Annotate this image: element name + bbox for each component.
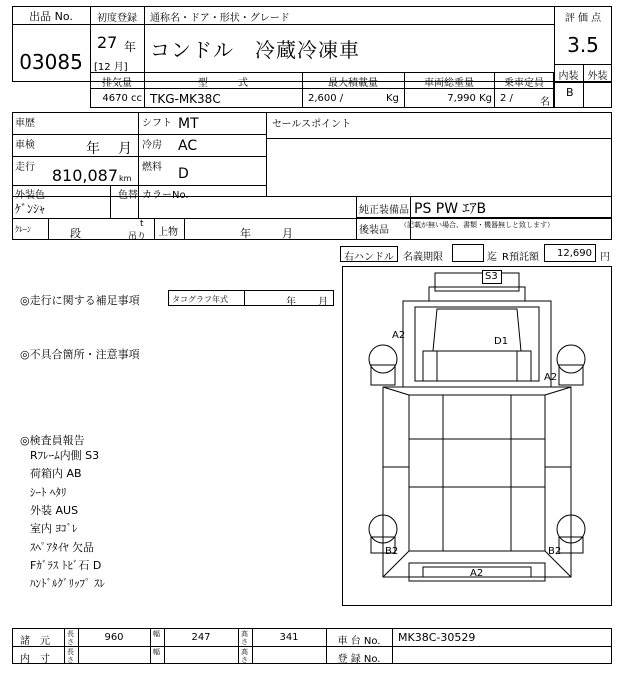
inner-dim-label: 内 寸 [20, 654, 50, 665]
specs-label: 諸 元 [20, 636, 50, 647]
chassis-value: MK38C-30529 [398, 631, 476, 644]
recycle-label: R預託額 [502, 252, 539, 263]
lot-no-label: 出品 No. [29, 10, 73, 23]
gross-weight-label: 車両総重量 [424, 78, 474, 89]
max-load-unit: Kg [386, 93, 399, 104]
inspector-line: 室内 ﾖｺﾞﾚ [30, 522, 78, 535]
first-reg-year-unit: 年 [124, 40, 137, 54]
upper-label: 上物 [158, 227, 178, 238]
inspector-line: ｼｰﾄ ﾍﾀﾘ [30, 486, 67, 499]
color-no-label: カラーNo. [142, 190, 189, 201]
defects-title: ◎不具合箇所・注意事項 [20, 348, 140, 361]
crane-label: ｸﾚｰﾝ [15, 225, 31, 234]
interior-grade: B [566, 86, 574, 99]
tacho-year: 年 [286, 297, 296, 308]
car-name: コンドル 冷蔵冷凍車 [150, 38, 360, 62]
first-reg-year: 27 [97, 33, 118, 52]
damage-mark: B2 [548, 546, 562, 557]
first-reg-label: 初度登録 [97, 13, 137, 24]
capacity-label: 乗車定員 [504, 78, 544, 89]
inspector-title: ◎検査員報告 [20, 434, 85, 447]
right-handle: 右ハンドル [344, 252, 394, 263]
height-value: 341 [279, 632, 299, 643]
fuel-value: D [178, 166, 189, 182]
mileage-label: 走行 [15, 162, 35, 173]
driving-notes-title: ◎走行に関する補足事項 [20, 294, 140, 307]
fuel-label: 燃料 [142, 162, 162, 173]
length-value: 960 [104, 632, 124, 643]
inspector-line: ﾊﾝﾄﾞﾙｸﾞﾘｯﾌﾟ ｽﾚ [30, 577, 105, 590]
gross-weight-value: 7,990 Kg [447, 93, 492, 104]
lot-number: 03085 [19, 50, 83, 74]
damage-mark: A2 [392, 330, 406, 341]
recycle-unit: 円 [600, 252, 610, 263]
recycle-until: 迄 [487, 252, 497, 263]
color-value: ｹﾞﾝｼｬ [15, 202, 46, 216]
inner-length-label: 長さ [67, 648, 74, 664]
inspector-line: Fｶﾞﾗｽ ﾄﾋﾞ石 D [30, 559, 102, 572]
max-load-label: 最大積載量 [328, 78, 378, 89]
inspector-line: 外装 AUS [30, 504, 79, 517]
model-label: 型 式 [198, 78, 248, 89]
exterior-label: 外装 [587, 71, 608, 82]
crane-ton-top: t [140, 219, 144, 229]
chassis-label: 車 台 No. [337, 636, 381, 647]
inner-height-label: 高さ [241, 648, 248, 664]
reg-no-label: 登 録 No. [337, 654, 381, 665]
inspector-line: 荷箱内 AB [30, 467, 82, 480]
aircon-label: 冷房 [142, 140, 162, 151]
tacho-label: タコグラフ年式 [172, 295, 228, 304]
inspection-year: 年 [86, 141, 100, 157]
capacity-unit: 名 [540, 97, 550, 108]
damage-mark: D1 [494, 336, 509, 347]
equipment-value: PS PW ｴｱB [414, 201, 487, 217]
mileage-unit: km [119, 174, 132, 183]
aftermarket-note: （記載が無い場合、書類・機器無しと致します） [400, 221, 554, 229]
damage-mark: B2 [385, 546, 399, 557]
damage-mark: S3 [485, 271, 498, 282]
tacho-month: 月 [318, 297, 328, 308]
aircon-value: AC [178, 138, 198, 154]
color-change-label: 色替 [118, 190, 138, 201]
history-label: 車歴 [15, 118, 35, 129]
width-value: 247 [191, 632, 211, 643]
score-label: 評 価 点 [564, 13, 602, 24]
length-label: 長さ [67, 630, 74, 646]
inner-width-label: 幅 [153, 648, 160, 656]
inspector-line: Rﾌﾚｰﾑ内側 S3 [30, 449, 100, 462]
max-load-value: 2,600 / [308, 93, 344, 104]
displacement-value: 4670 cc [102, 93, 142, 104]
damage-mark: A2 [470, 568, 484, 579]
width-label: 幅 [153, 630, 160, 638]
sales-point-label: セールスポイント [272, 119, 352, 130]
upper-month: 月 [282, 227, 293, 240]
car-name-label: 通称名・ドア・形状・グレード [150, 13, 290, 24]
height-label: 高さ [241, 630, 248, 646]
interior-label: 内装 [558, 71, 579, 82]
inspector-line: ｽﾍﾟｱﾀｲﾔ 欠品 [30, 541, 94, 554]
model-value: TKG-MK38C [150, 92, 221, 106]
shift-label: シフト [142, 118, 172, 129]
aftermarket-label: 後装品 [359, 225, 389, 236]
mileage-value: 810,087 [51, 166, 118, 185]
crane-ton: 吊り [128, 232, 147, 242]
upper-year: 年 [240, 227, 251, 240]
displacement-label: 排気量 [102, 78, 132, 89]
shift-value: MT [178, 116, 199, 132]
recycle-amount: 12,690 [557, 248, 592, 259]
capacity-value: 2 / [500, 93, 513, 104]
crane-stage: 段 [70, 227, 81, 240]
color-label: 外装色 [15, 190, 45, 201]
title-change-label: 名義期限 [403, 252, 443, 263]
equipment-label: 純正装備品 [359, 205, 409, 216]
damage-mark: A2 [544, 372, 558, 383]
inspection-label: 車検 [15, 140, 35, 151]
vehicle-diagram [342, 266, 612, 606]
inspection-month: 月 [118, 141, 132, 157]
first-reg-month: [12 月] [94, 62, 128, 73]
score-value: 3.5 [567, 33, 599, 57]
